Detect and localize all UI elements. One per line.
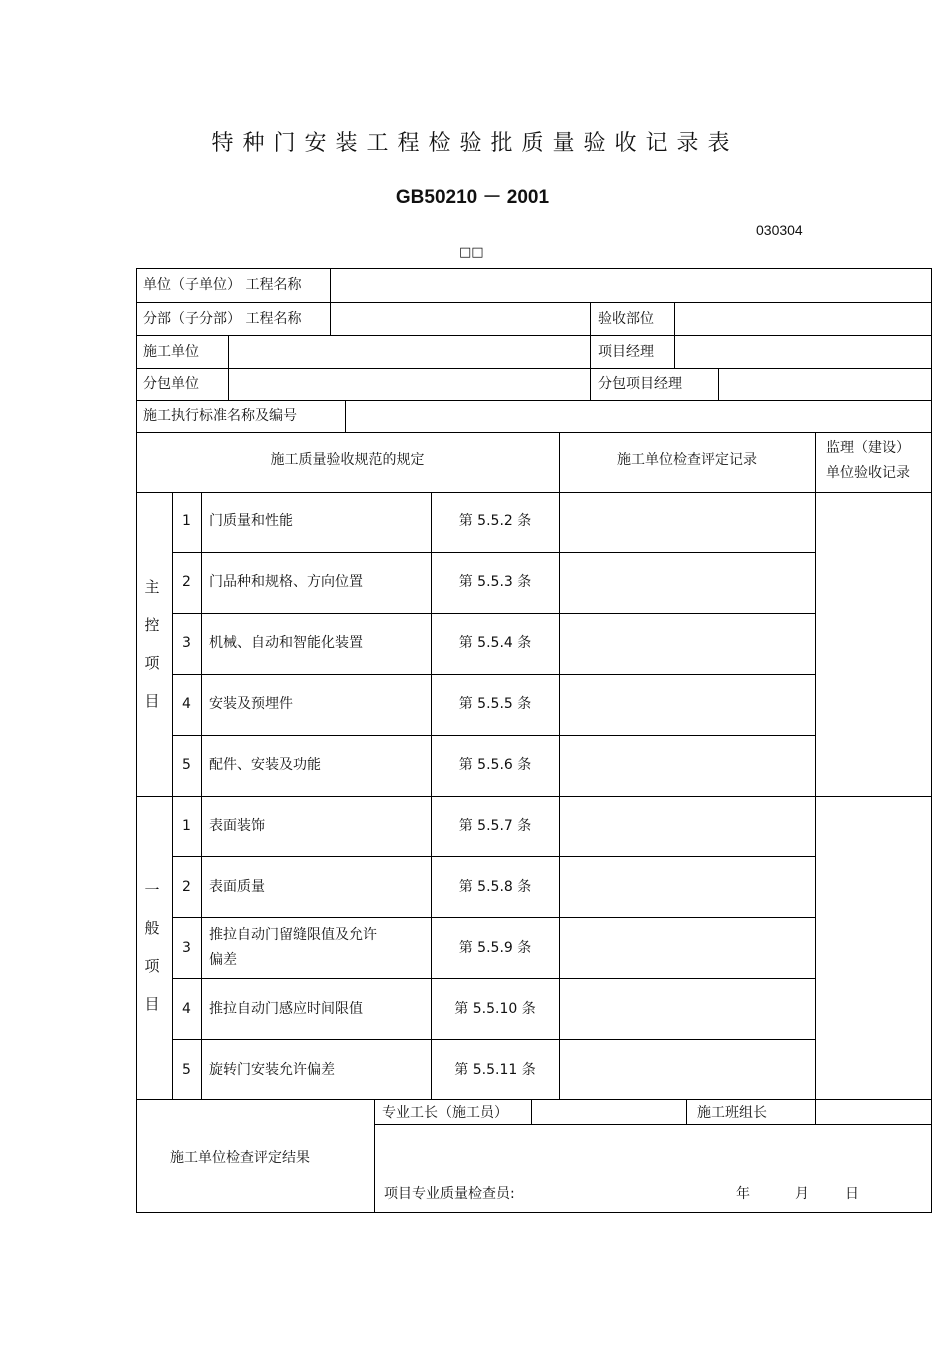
general-group-label: 一 般 项 目 <box>144 881 160 1013</box>
main-row-no: 5 <box>182 757 191 773</box>
general-row-clause: 第 5.5.8 条 <box>458 879 532 895</box>
main-row-no: 3 <box>182 635 191 651</box>
month-label: 月 <box>795 1186 809 1202</box>
unit-project-label: 单位（子单位） 工程名称 <box>143 277 302 293</box>
general-row-no: 2 <box>182 879 191 895</box>
supervisor-header-line2: 单位验收记录 <box>826 465 910 481</box>
main-row-clause: 第 5.5.6 条 <box>458 757 532 773</box>
year-label: 年 <box>736 1186 750 1202</box>
accept-part-label: 验收部位 <box>598 311 654 327</box>
subcontract-unit-label: 分包单位 <box>143 376 199 392</box>
general-row-item: 推拉自动门留缝限值及允许 <box>209 927 377 943</box>
general-row-no: 1 <box>182 818 191 834</box>
subcontract-manager-label: 分包项目经理 <box>598 376 682 392</box>
main-row-clause: 第 5.5.2 条 <box>458 513 532 529</box>
standard-name-label: 施工执行标准名称及编号 <box>143 408 297 424</box>
main-row-no: 4 <box>182 696 191 712</box>
main-row-clause: 第 5.5.5 条 <box>458 696 532 712</box>
supervisor-header-line1: 监理（建设） <box>826 440 910 456</box>
main-row-item: 门质量和性能 <box>209 513 293 529</box>
spec-header: 施工质量验收规范的规定 <box>270 452 425 468</box>
main-row-clause: 第 5.5.3 条 <box>458 574 532 590</box>
result-label: 施工单位检查评定结果 <box>170 1150 310 1166</box>
general-row-item: 推拉自动门感应时间限值 <box>209 1001 363 1017</box>
standard-code: GB50210 － 2001 <box>395 187 550 208</box>
inspector-label: 项目专业质量检查员: <box>384 1186 515 1202</box>
sub-project-label: 分部（子分部） 工程名称 <box>143 311 302 327</box>
day-label: 日 <box>845 1186 859 1202</box>
self-check-header: 施工单位检查评定记录 <box>617 452 757 468</box>
main-row-no: 2 <box>182 574 191 590</box>
general-row-no: 5 <box>182 1062 191 1078</box>
construction-unit-label: 施工单位 <box>143 344 199 360</box>
main-row-no: 1 <box>182 513 191 529</box>
project-manager-label: 项目经理 <box>598 344 654 360</box>
general-row-clause: 第 5.5.7 条 <box>458 818 532 834</box>
general-row-item-line2: 偏差 <box>209 952 237 968</box>
general-row-item: 表面质量 <box>209 879 265 895</box>
main-row-clause: 第 5.5.4 条 <box>458 635 532 651</box>
main-group-label: 主 控 项 目 <box>144 578 160 710</box>
general-row-clause: 第 5.5.9 条 <box>458 940 532 956</box>
general-row-no: 3 <box>182 940 191 956</box>
page-title: 特种门安装工程检验批质量验收记录表 <box>211 131 739 156</box>
main-row-item: 门品种和规格、方向位置 <box>209 574 363 590</box>
main-row-item: 机械、自动和智能化装置 <box>209 635 363 651</box>
general-row-item: 旋转门安装允许偏差 <box>209 1062 335 1078</box>
form-code: 030304 <box>756 222 803 238</box>
main-row-item: 安装及预埋件 <box>209 696 293 712</box>
foreman-label: 专业工长（施工员） <box>382 1105 508 1121</box>
general-row-no: 4 <box>182 1001 191 1017</box>
general-row-clause: 第 5.5.10 条 <box>454 1001 536 1017</box>
main-row-item: 配件、安装及功能 <box>209 757 321 773</box>
team-leader-label: 施工班组长 <box>697 1105 767 1121</box>
checkbox-placeholder: □□ <box>459 245 484 260</box>
general-row-clause: 第 5.5.11 条 <box>454 1062 536 1078</box>
general-row-item: 表面装饰 <box>209 818 265 834</box>
